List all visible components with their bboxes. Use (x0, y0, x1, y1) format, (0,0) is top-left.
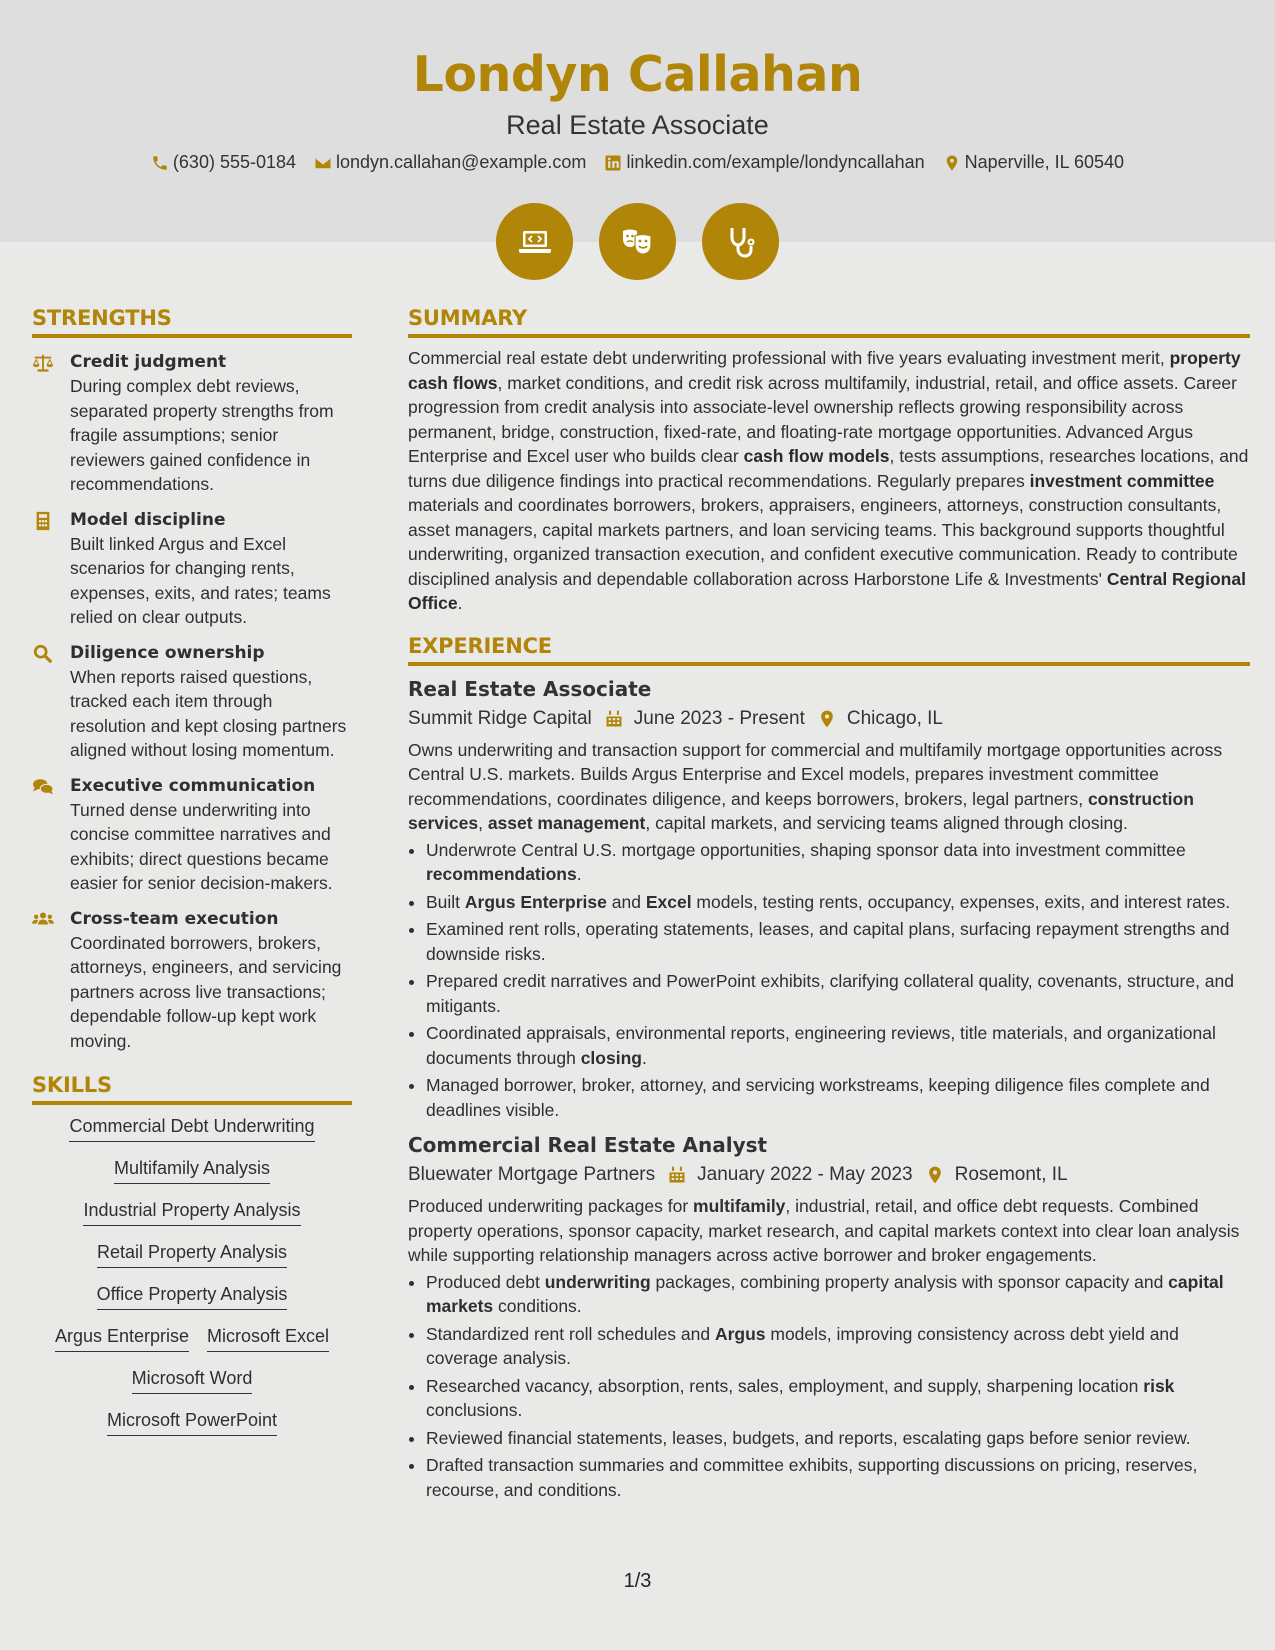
job-bullet: • Built Argus Enterprise and Excel models, testing rents, occupancy, expenses, exits, and interest rates. (426, 890, 1250, 915)
job-location: Rosemont, IL (954, 1164, 1068, 1185)
page-number: 1/3 (623, 1570, 652, 1592)
candidate-name: Londyn Callahan (412, 46, 863, 103)
contact-email[interactable] (314, 152, 586, 173)
hobby-medicine (702, 203, 779, 280)
strengths-list (32, 350, 352, 1053)
hobby-theater (599, 203, 676, 280)
email-icon (314, 154, 332, 172)
hobby-icons (0, 203, 1275, 280)
job-bullets (408, 838, 1250, 1123)
hobby-coding (496, 203, 573, 280)
job-company: Summit Ridge Capital (408, 707, 592, 729)
contact-linkedin[interactable] (604, 152, 924, 173)
strength-item (32, 774, 352, 896)
laptop-code-icon (515, 222, 555, 262)
skills-list (32, 1115, 352, 1436)
strength-title: Credit judgment (70, 352, 227, 372)
left-column (32, 306, 352, 1436)
comments-icon (32, 777, 54, 797)
job-meta (408, 704, 1250, 734)
search-icon (32, 644, 54, 664)
job-bullet: • Examined rent rolls, operating statements, leases, and capital plans, surfacing repayment strengths and downside risks. (426, 917, 1250, 966)
summary-heading: SUMMARY (408, 306, 1250, 338)
experience-heading: EXPERIENCE (408, 634, 1250, 666)
job-role: Real Estate Associate (408, 676, 652, 701)
calculator-icon (32, 511, 54, 531)
job-description: Produced underwriting packages for multifamily, industrial, retail, and office debt requests. Combined property operations, sponsor capacity, market research, and capital markets context into clear loan analysis while supporting relationship managers across active borrower and broker engagements. (408, 1196, 1240, 1265)
skill-tag: Microsoft Word (132, 1367, 253, 1394)
job-dates: January 2022 - May 2023 (697, 1164, 913, 1185)
job-bullet: • Prepared credit narratives and PowerPoint exhibits, clarifying collateral quality, covenants, structure, and mitigants. (426, 969, 1250, 1018)
location-pin-icon (943, 154, 961, 172)
job-company: Bluewater Mortgage Partners (408, 1164, 656, 1185)
strength-title: Cross-team execution (70, 908, 279, 929)
skill-tag: Microsoft PowerPoint (107, 1409, 277, 1436)
summary-text: Commercial real estate debt underwriting professional with five years evaluating investment merit, property cash flows, market conditions, and credit risk across multifamily, industrial, retail, and office assets. Career progression from credit analysis into associate-level ownership reflects growing responsibility across permanent, bridge, construction, fixed-rate, and floating-rate mortgage opportunities. Advanced Argus Enterprise and Excel user who builds clear cash flow models, tests assumptions, researches locations, and turns due diligence findings into practical recommendations. Regularly prepares investment committee materials and coordinates borrowers, brokers, appraisers, engineers, attorneys, construction consultants, asset managers, capital markets partners, and loan servicing teams. This background supports thoughtful underwriting, organized transaction execution, and confident executive communication. Ready to contribute disciplined analysis and dependable collaboration across Harborstone Life & Investments' Central Regional Office. (408, 348, 1249, 613)
job-bullet: • Coordinated appraisals, environmental reports, engineering reviews, title materials, and organizational documents through closing. (426, 1021, 1250, 1070)
job-bullet: • Produced debt underwriting packages, combining property analysis with sponsor capacity and capital markets conditions. (426, 1270, 1250, 1319)
contact-linkedin-text: linkedin.com/example/londyncallahan (626, 152, 925, 172)
stethoscope-icon (721, 222, 761, 262)
linkedin-icon (604, 154, 622, 172)
job-bullet: • Standardized rent roll schedules and Argus models, improving consistency across debt yield and coverage analysis. (426, 1322, 1250, 1371)
strength-title: Model discipline (70, 509, 226, 530)
contact-phone[interactable] (151, 152, 296, 173)
strength-text: Coordinated borrowers, brokers, attorneys, engineers, and servicing partners across live transactions; dependable follow-up kept work moving. (70, 932, 342, 1051)
job-bullet: • Researched vacancy, absorption, rents, sales, employment, and supply, sharpening location risk conclusions. (426, 1374, 1250, 1423)
users-icon (32, 910, 54, 930)
job-bullet: • Reviewed financial statements, leases, budgets, and reports, escalating gaps before senior review. (426, 1426, 1250, 1451)
strength-text: Built linked Argus and Excel scenarios for changing rents, expenses, exits, and rates; teams relied on clear outputs. (70, 533, 331, 627)
strength-text: When reports raised questions, tracked each item through resolution and kept closing partners aligned without losing momentum. (70, 666, 347, 760)
location-pin-icon (925, 1165, 945, 1185)
skill-tag: Argus Enterprise (55, 1325, 189, 1352)
contact-bar (0, 152, 1275, 173)
job-bullet: • Drafted transaction summaries and committee exhibits, supporting discussions on pricing, reserves, recourse, and conditions. (426, 1453, 1250, 1502)
balance-scale-icon (32, 353, 54, 373)
job-location: Chicago, IL (846, 707, 943, 729)
strength-item (32, 350, 352, 497)
contact-location (943, 152, 1124, 173)
job-description: Owns underwriting and transaction support for commercial and multifamily mortgage opportunities across Central U.S. markets. Builds Argus Enterprise and Excel models, prepares investment committee recommendations, coordinates diligence, and keeps borrowers, brokers, legal partners, construction services, asset management, capital markets, and servicing teams aligned through closing. (408, 739, 1223, 833)
candidate-title: Real Estate Associate (506, 110, 769, 140)
strengths-heading: STRENGTHS (32, 306, 352, 338)
skill-tag: Microsoft Excel (207, 1325, 329, 1352)
theater-masks-icon (618, 222, 658, 262)
strength-title: Diligence ownership (70, 642, 265, 663)
strength-item (32, 907, 352, 1054)
location-pin-icon (817, 709, 837, 729)
right-column (408, 306, 1250, 1505)
skill-tag: Commercial Debt Underwriting (69, 1115, 314, 1142)
skill-tag: Office Property Analysis (97, 1283, 288, 1310)
strength-text: During complex debt reviews, separated property strengths from fragile assumptions; senior reviewers gained confidence in recommendations. (70, 376, 334, 494)
job-bullet: • Underwrote Central U.S. mortgage opportunities, shaping sponsor data into investment committee recommendations. (426, 838, 1250, 887)
skill-tag: Industrial Property Analysis (83, 1199, 300, 1226)
job-entry (408, 1130, 1250, 1502)
job-bullets (408, 1270, 1250, 1503)
strength-title: Executive communication (70, 775, 316, 796)
contact-email-text: londyn.callahan@example.com (336, 152, 587, 172)
strength-item (32, 641, 352, 763)
strength-item (32, 508, 352, 630)
job-meta (408, 1160, 1250, 1190)
calendar-icon (604, 709, 624, 729)
job-dates: June 2023 - Present (633, 707, 805, 729)
skill-tag: Retail Property Analysis (97, 1241, 287, 1268)
job-role: Commercial Real Estate Analyst (408, 1133, 768, 1157)
phone-icon (151, 154, 169, 172)
contact-location-text: Naperville, IL 60540 (964, 152, 1125, 172)
strength-text: Turned dense underwriting into concise committee narratives and exhibits; direct questions became easier for senior decision-makers. (70, 799, 333, 893)
calendar-icon (667, 1165, 687, 1185)
job-bullet: • Managed borrower, broker, attorney, and servicing workstreams, keeping diligence files complete and deadlines visible. (426, 1073, 1250, 1122)
job-entry (408, 674, 1250, 1123)
skills-heading: SKILLS (32, 1073, 352, 1105)
contact-phone-text: (630) 555-0184 (172, 152, 297, 172)
skill-tag: Multifamily Analysis (114, 1157, 270, 1184)
